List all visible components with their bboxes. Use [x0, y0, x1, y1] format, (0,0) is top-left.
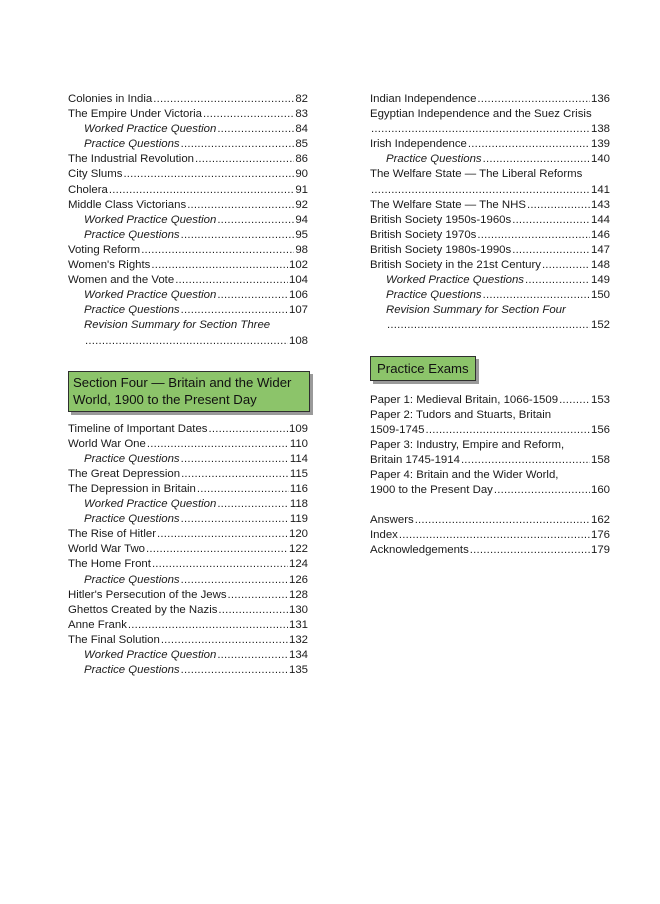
toc-entry-worked-practice-question[interactable]	[68, 497, 308, 512]
toc-entry-title: The Great Depression	[68, 467, 181, 480]
toc-entry-page: 139	[590, 138, 610, 151]
toc-entry-the-industrial-revolution[interactable]	[68, 152, 308, 167]
toc-entry-title: Ghettos Created by the Nazis	[68, 603, 218, 616]
toc-entry-title: World War One	[68, 437, 146, 450]
dot-leader	[218, 603, 288, 618]
toc-entry-worked-practice-question[interactable]	[68, 288, 308, 303]
toc-entry-voting-reform[interactable]	[68, 243, 308, 258]
toc-entry-page: 102	[288, 259, 308, 272]
dot-leader	[181, 228, 295, 243]
dot-leader	[217, 288, 288, 303]
toc-entry-title: Worked Practice Question	[84, 289, 217, 302]
toc-list-section-four-continued	[370, 92, 610, 334]
dot-leader	[128, 618, 288, 633]
toc-entry-hitler-s-persecution-of-the-jews[interactable]	[68, 588, 308, 603]
toc-entry-page: 176	[590, 529, 610, 542]
toc-entry-page: 147	[590, 243, 610, 256]
toc-entry-page: 143	[590, 198, 610, 211]
dot-leader	[461, 453, 590, 468]
toc-entry-title: British Society 1970s	[370, 228, 477, 241]
toc-entry-british-society-in-the-21st-century[interactable]	[370, 258, 610, 273]
toc-entry-women-s-rights[interactable]	[68, 258, 308, 273]
dot-leader	[512, 243, 590, 258]
toc-entry-the-empire-under-victoria[interactable]	[68, 107, 308, 122]
toc-entry-title: Practice Questions	[84, 573, 180, 586]
toc-entry-title: The Industrial Revolution	[68, 153, 194, 166]
toc-entry-page: 126	[288, 573, 308, 586]
dot-leader	[494, 483, 590, 498]
toc-entry-colonies-in-india[interactable]	[68, 92, 308, 107]
dot-leader	[525, 273, 590, 288]
toc-entry-page: 109	[288, 422, 308, 435]
practice-exams-heading: Practice Exams	[370, 356, 476, 381]
toc-entry-practice-questions[interactable]	[68, 512, 308, 527]
toc-entry-practice-questions[interactable]	[68, 137, 308, 152]
toc-entry-title: Paper 3: Industry, Empire and Reform,	[370, 438, 565, 451]
toc-entry-page: 90	[295, 168, 308, 181]
toc-entry-the-rise-of-hitler[interactable]	[68, 527, 308, 542]
toc-entry-title: Worked Practice Questions	[386, 274, 525, 287]
toc-entry-page: 153	[590, 393, 610, 406]
toc-entry-page: 94	[295, 213, 308, 226]
toc-entry-title: Voting Reform	[68, 243, 141, 256]
toc-entry-title-continued: 1509-1745	[370, 423, 425, 436]
toc-entry-page: 152	[590, 319, 610, 332]
toc-entry-page: 128	[288, 588, 308, 601]
toc-entry-title: Practice Questions	[386, 289, 482, 302]
toc-entry-page: 95	[295, 228, 308, 241]
toc-entry-page: 116	[289, 482, 308, 495]
toc-entry-page: 148	[590, 259, 610, 272]
toc-entry-page: 179	[590, 544, 610, 557]
toc-entry-title: The Depression in Britain	[68, 482, 196, 495]
toc-entry-title: Practice Questions	[84, 664, 180, 677]
toc-entry-city-slums[interactable]	[68, 167, 308, 182]
dot-leader	[542, 258, 590, 273]
toc-entry-british-society-1980s-1990s[interactable]	[370, 243, 610, 258]
toc-entry-title: Hitler's Persecution of the Jews	[68, 588, 227, 601]
toc-entry-title: Acknowledgements	[370, 544, 469, 557]
toc-entry-title: Practice Questions	[84, 138, 180, 151]
toc-list-practice-exams	[370, 393, 610, 499]
toc-entry-page: 118	[289, 498, 308, 511]
toc-entry-page: 150	[590, 289, 610, 302]
toc-list-section-four	[68, 422, 308, 679]
toc-entry-page: 132	[288, 633, 308, 646]
toc-entry-acknowledgements[interactable]	[370, 543, 610, 558]
toc-entry-the-home-front[interactable]	[68, 557, 308, 572]
dot-leader	[181, 137, 295, 152]
dot-leader	[146, 542, 288, 557]
toc-entry-page: 106	[288, 289, 308, 302]
dot-leader	[371, 122, 590, 137]
toc-entry-title: Anne Frank	[68, 618, 127, 631]
toc-entry-page: 138	[590, 123, 610, 136]
section-four-heading: Section Four — Britain and the Wider World, 1900 to the Present Day	[68, 371, 310, 412]
toc-entry-egyptian-independence-and-the-suez-crisis[interactable]	[370, 107, 610, 137]
toc-entry-revision-summary-for-section-four[interactable]	[370, 303, 610, 333]
toc-entry-the-depression-in-britain[interactable]	[68, 482, 308, 497]
dot-leader	[147, 437, 289, 452]
toc-entry-page: 85	[295, 138, 308, 151]
dot-leader	[483, 152, 590, 167]
toc-entry-title: Women's Rights	[68, 259, 151, 272]
toc-entry-worked-practice-question[interactable]	[68, 122, 308, 137]
toc-entry-page: 130	[288, 603, 308, 616]
toc-entry-page: 158	[590, 453, 610, 466]
toc-entry-practice-questions[interactable]	[370, 288, 610, 303]
dot-leader	[152, 557, 288, 572]
toc-entry-title: Practice Questions	[386, 153, 482, 166]
dot-leader	[559, 393, 590, 408]
toc-entry-answers[interactable]	[370, 513, 610, 528]
toc-entry-page: 115	[289, 467, 308, 480]
toc-entry-title: Worked Practice Question	[84, 213, 217, 226]
toc-entry-britain-1745-1914[interactable]	[370, 438, 610, 468]
toc-entry-the-final-solution[interactable]	[68, 633, 308, 648]
toc-entry-paper-1-medieval-britain-1066-1509[interactable]	[370, 393, 610, 408]
toc-entry-page: 131	[288, 618, 308, 631]
toc-entry-world-war-two[interactable]	[68, 542, 308, 557]
toc-entry-the-welfare-state-the-nhs[interactable]	[370, 198, 610, 213]
toc-entry-worked-practice-question[interactable]	[68, 648, 308, 663]
toc-entry-women-and-the-vote[interactable]	[68, 273, 308, 288]
toc-entry-page: 149	[590, 274, 610, 287]
toc-entry-title: Worked Practice Question	[84, 123, 217, 136]
dot-leader	[468, 137, 590, 152]
dot-leader	[161, 633, 288, 648]
dot-leader	[197, 482, 289, 497]
toc-entry-title: City Slums	[68, 168, 123, 181]
toc-entry-title: British Society 1950s-1960s	[370, 213, 512, 226]
toc-entry-index[interactable]	[370, 528, 610, 543]
toc-entry-title: Worked Practice Question	[84, 649, 217, 661]
toc-entry-page: 160	[590, 484, 610, 497]
toc-entry-title: Paper 2: Tudors and Stuarts, Britain	[370, 408, 552, 421]
dot-leader	[181, 303, 288, 318]
toc-entry-british-society-1970s[interactable]	[370, 228, 610, 243]
toc-entry-1509-1745[interactable]	[370, 408, 610, 438]
dot-leader	[141, 243, 294, 258]
toc-entry-title: The Empire Under Victoria	[68, 108, 203, 121]
dot-leader	[109, 183, 294, 198]
dot-leader	[175, 273, 288, 288]
toc-list-back-matter	[370, 513, 610, 558]
dot-leader	[209, 422, 288, 437]
toc-entry-page: 82	[295, 93, 308, 105]
toc-entry-page: 135	[288, 664, 308, 677]
toc-entry-page: 91	[295, 183, 308, 196]
toc-entry-practice-questions[interactable]	[68, 573, 308, 588]
toc-entry-page: 84	[295, 123, 308, 136]
dot-leader	[425, 423, 590, 438]
toc-entry-ghettos-created-by-the-nazis[interactable]	[68, 603, 308, 618]
toc-entry-cholera[interactable]	[68, 183, 308, 198]
dot-leader	[85, 334, 288, 349]
dot-leader	[371, 183, 590, 198]
toc-entry-worked-practice-questions[interactable]	[370, 273, 610, 288]
toc-entry-title: Women and the Vote	[68, 274, 175, 287]
dot-leader	[477, 92, 590, 107]
dot-leader	[181, 573, 288, 588]
toc-entry-title: Practice Questions	[84, 513, 180, 526]
toc-entry-worked-practice-question[interactable]	[68, 213, 308, 228]
dot-leader	[399, 528, 590, 543]
toc-entry-page: 134	[288, 649, 308, 661]
toc-entry-title: Answers	[370, 514, 414, 527]
toc-list-section-three	[68, 92, 308, 318]
toc-entry-title: Worked Practice Question	[84, 498, 217, 511]
toc-entry-world-war-one[interactable]	[68, 437, 308, 452]
toc-entry-irish-independence[interactable]	[370, 137, 610, 152]
toc-entry-title: Revision Summary for Section Three	[84, 319, 271, 332]
toc-entry-page: 122	[288, 543, 308, 556]
toc-entry-page: 146	[590, 228, 610, 241]
dot-leader	[483, 288, 590, 303]
toc-entry-title: Middle Class Victorians	[68, 198, 187, 211]
toc-entry-title: Timeline of Important Dates	[68, 422, 208, 435]
toc-entry-page: 92	[295, 198, 308, 211]
toc-entry-revision-summary-section-three[interactable]	[68, 318, 308, 348]
toc-entry-title-continued: Britain 1745-1914	[370, 453, 460, 466]
toc-entry-title: Paper 1: Medieval Britain, 1066-1509	[370, 393, 559, 406]
dot-leader	[217, 122, 294, 137]
dot-leader	[228, 588, 288, 603]
dot-leader	[477, 228, 590, 243]
toc-entry-practice-questions[interactable]	[68, 228, 308, 243]
toc-entry-page: 162	[590, 514, 610, 527]
toc-entry-title: Index	[370, 529, 398, 542]
toc-entry-the-welfare-state-the-liberal-reforms[interactable]	[370, 167, 610, 197]
toc-entry-title: Practice Questions	[84, 228, 180, 241]
toc-entry-page: 136	[590, 93, 610, 105]
toc-entry-title: Practice Questions	[84, 452, 180, 465]
toc-entry-practice-questions[interactable]	[370, 152, 610, 167]
toc-entry-page: 156	[590, 423, 610, 436]
toc-entry-title: British Society in the 21st Century	[370, 259, 541, 272]
toc-entry-practice-questions[interactable]	[68, 303, 308, 318]
toc-entry-title: Revision Summary for Section Four	[386, 304, 566, 317]
toc-entry-title: Irish Independence	[370, 138, 467, 151]
toc-entry-page: 108	[288, 334, 308, 347]
dot-leader	[217, 213, 294, 228]
toc-entry-title: The Home Front	[68, 558, 151, 571]
toc-entry-page: 141	[590, 183, 610, 196]
toc-entry-title: The Rise of Hitler	[68, 528, 156, 541]
toc-entry-page: 144	[590, 213, 610, 226]
toc-entry-middle-class-victorians[interactable]	[68, 198, 308, 213]
toc-entry-title: Cholera	[68, 183, 108, 196]
toc-entry-title: Colonies in India	[68, 93, 153, 105]
dot-leader	[512, 213, 590, 228]
toc-entry-page: 114	[289, 452, 308, 465]
toc-entry-page: 86	[295, 153, 308, 166]
toc-entry-british-society-1950s-1960s[interactable]	[370, 213, 610, 228]
dot-leader	[123, 167, 294, 182]
toc-entry-page: 110	[289, 437, 308, 450]
toc-entry-page: 98	[295, 243, 308, 256]
toc-entry-practice-questions[interactable]	[68, 663, 308, 678]
toc-entry-title: Paper 4: Britain and the Wider World,	[370, 468, 559, 481]
dot-leader	[470, 543, 590, 558]
toc-entry-title: British Society 1980s-1990s	[370, 243, 512, 256]
dot-leader	[203, 107, 294, 122]
dot-leader	[181, 467, 289, 482]
toc-entry-page: 124	[288, 558, 308, 571]
dot-leader	[153, 92, 294, 107]
toc-entry-page: 83	[295, 108, 308, 121]
toc-entry-title: The Welfare State — The Liberal Reforms	[370, 168, 583, 181]
dot-leader	[527, 198, 590, 213]
toc-entry-indian-independence[interactable]	[370, 92, 610, 107]
dot-leader	[181, 663, 288, 678]
toc-entry-page: 107	[288, 304, 308, 317]
toc-entry-the-great-depression[interactable]	[68, 467, 308, 482]
right-toc-column	[370, 92, 610, 558]
toc-entry-title: World War Two	[68, 543, 146, 556]
toc-entry-page: 104	[288, 274, 308, 287]
toc-entry-page: 119	[289, 513, 308, 526]
dot-leader	[415, 513, 590, 528]
toc-entry-title: Egyptian Independence and the Suez Crisis	[370, 108, 592, 121]
toc-entry-title: The Final Solution	[68, 633, 160, 646]
dot-leader	[157, 527, 288, 542]
dot-leader	[387, 318, 590, 333]
toc-entry-title: The Welfare State — The NHS	[370, 198, 526, 211]
dot-leader	[217, 497, 289, 512]
toc-entry-title: Practice Questions	[84, 304, 180, 317]
toc-entry-timeline-of-important-dates[interactable]	[68, 422, 308, 437]
dot-leader	[217, 648, 288, 663]
dot-leader	[181, 512, 289, 527]
toc-entry-page: 120	[288, 528, 308, 541]
toc-entry-1900-to-the-present-day[interactable]	[370, 468, 610, 498]
toc-entry-anne-frank[interactable]	[68, 618, 308, 633]
dot-leader	[187, 198, 294, 213]
toc-entry-page: 140	[590, 153, 610, 166]
dot-leader	[181, 452, 289, 467]
toc-entry-practice-questions[interactable]	[68, 452, 308, 467]
toc-entry-title: Indian Independence	[370, 93, 477, 105]
left-toc-column	[68, 92, 308, 678]
dot-leader	[151, 258, 288, 273]
dot-leader	[195, 152, 294, 167]
toc-entry-title-continued: 1900 to the Present Day	[370, 484, 493, 497]
